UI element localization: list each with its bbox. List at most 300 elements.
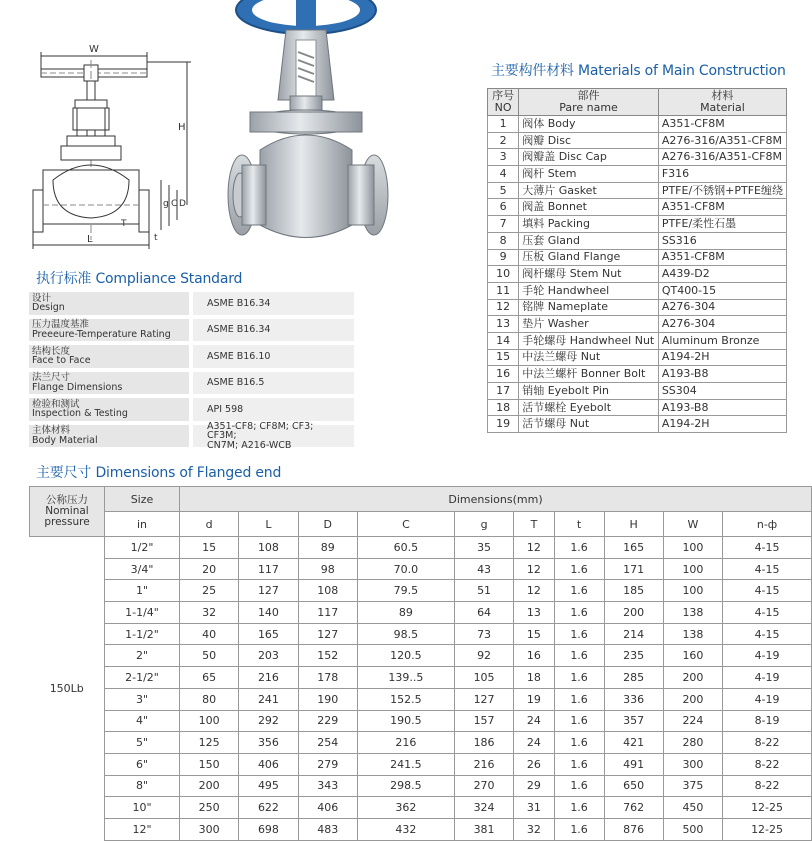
dimensions-cell: 8" [105,775,180,797]
dimensions-table [29,486,812,841]
materials-row [488,199,787,216]
col-header-dim: t [554,512,604,537]
dimensions-cell: 12 [514,580,554,602]
dimensions-cell: 214 [604,623,663,645]
col-header-in: in [105,512,180,537]
dimensions-cell: 20 [180,558,239,580]
dimensions-cell: 495 [239,775,298,797]
materials-cell-material: Aluminum Bronze [658,332,786,349]
materials-cell-material: F316 [658,166,786,183]
materials-cell-no: 14 [488,332,519,349]
dimensions-cell: 1.6 [554,602,604,624]
dimensions-cell: 19 [514,688,554,710]
materials-cell-part: 中法兰螺母 Nut [519,349,659,366]
compliance-label-cn: 设计 [32,292,52,304]
dimensions-cell: 224 [663,710,722,732]
dimensions-cell: 270 [454,775,513,797]
materials-cell-part: 填料 Packing [519,216,659,233]
dimensions-cell: 4-15 [723,558,812,580]
dimensions-cell: 98.5 [357,623,454,645]
col-header-dim: g [454,512,513,537]
materials-cell-material: PTFE/柔性石墨 [658,216,786,233]
dimensions-cell: 622 [239,797,298,819]
dimensions-cell: 1.6 [554,645,604,667]
materials-row [488,216,787,233]
dimensions-cell: 4-19 [723,688,812,710]
compliance-value-line: ASME B16.10 [207,350,271,362]
compliance-row [29,398,354,422]
dimensions-cell: 650 [604,775,663,797]
dimensions-cell: 1.6 [554,580,604,602]
dimensions-cell: 300 [180,818,239,840]
dimensions-cell: 4-19 [723,645,812,667]
materials-cell-no: 16 [488,366,519,383]
dimensions-cell: 1.6 [554,753,604,775]
dimensions-cell: 15 [180,537,239,559]
compliance-value-line: A351-CF8; CF8M; CF3; CF3M; [207,420,314,441]
dimensions-cell: 241 [239,688,298,710]
materials-cell-no: 3 [488,149,519,166]
dimensions-row [30,558,812,580]
dimensions-cell: 186 [454,732,513,754]
materials-cell-part: 阀杆螺母 Stem Nut [519,266,659,283]
col-header-dim: n-ф [723,512,812,537]
dimensions-cell: 216 [357,732,454,754]
dimensions-cell: 24 [514,732,554,754]
materials-row [488,416,787,433]
dimensions-cell: 1.6 [554,775,604,797]
dimensions-cell: 92 [454,645,513,667]
materials-cell-material: A194-2H [658,349,786,366]
dimensions-cell: 178 [298,667,357,689]
materials-row [488,399,787,416]
dimensions-cell: 152.5 [357,688,454,710]
dimensions-cell: 1.6 [554,537,604,559]
dimensions-cell: 4-19 [723,667,812,689]
compliance-label-en: Face to Face [32,355,91,367]
dimensions-cell: 229 [298,710,357,732]
materials-cell-material: A351-CF8M [658,199,786,216]
dimensions-cell: 762 [604,797,663,819]
dimensions-row [30,775,812,797]
compliance-label-en: Flange Dimensions [32,381,123,393]
materials-cell-no: 15 [488,349,519,366]
compliance-label-cn: 法兰尺寸 [32,372,71,384]
materials-cell-no: 1 [488,116,519,133]
compliance-value-line: ASME B16.5 [207,377,265,388]
dimensions-cell: 43 [454,558,513,580]
dimensions-cell: 18 [514,667,554,689]
dimensions-cell: 8-19 [723,710,812,732]
dimensions-cell: 300 [663,753,722,775]
materials-cell-part: 手轮螺母 Handwheel Nut [519,332,659,349]
materials-cell-material: A276-316/A351-CF8M [658,132,786,149]
dimensions-cell: 432 [357,818,454,840]
materials-cell-part: 阀体 Body [519,116,659,133]
materials-cell-part: 阀盖 Bonnet [519,199,659,216]
dimensions-cell: 250 [180,797,239,819]
dimensions-cell: 150 [180,753,239,775]
dimensions-cell: 31 [514,797,554,819]
dimensions-cell: 12-25 [723,797,812,819]
dimensions-cell: 24 [514,710,554,732]
compliance-label-cn: 检验和测试 [32,398,80,410]
compliance-value [193,292,354,315]
materials-cell-part: 阀瓣 Disc [519,132,659,149]
dimensions-row [30,710,812,732]
dimensions-cell: 29 [514,775,554,797]
dimensions-cell: 100 [663,537,722,559]
compliance-label [29,345,189,368]
dimensions-cell: 421 [604,732,663,754]
dimensions-cell: 190.5 [357,710,454,732]
dimensions-cell: 876 [604,818,663,840]
dimensions-cell: 165 [604,537,663,559]
dimensions-cell: 336 [604,688,663,710]
materials-cell-part: 阀瓣盖 Disc Cap [519,149,659,166]
dimensions-cell: 292 [239,710,298,732]
col-header-dim: T [514,512,554,537]
compliance-row [29,420,354,451]
dimensions-cell: 1.6 [554,558,604,580]
compliance-label [29,398,189,421]
dimensions-row [30,537,812,559]
compliance-row [29,372,354,396]
materials-row [488,332,787,349]
col-header-material: 材料 Material [658,89,786,116]
materials-cell-material: A276-304 [658,316,786,333]
dimensions-cell: 1.6 [554,623,604,645]
compliance-row [29,345,354,369]
compliance-value-line: CN7M; A216-WCB [207,439,292,451]
dimensions-cell: 127 [239,580,298,602]
dimensions-cell: 138 [663,623,722,645]
dimensions-cell: 12" [105,818,180,840]
dimensions-cell: 500 [663,818,722,840]
compliance-title: 执行标准 Compliance Standard [36,271,243,287]
materials-cell-material: A194-2H [658,416,786,433]
dimensions-row [30,818,812,840]
col-header-dim: C [357,512,454,537]
dimensions-cell: 5" [105,732,180,754]
dimensions-cell: 406 [239,753,298,775]
dimensions-cell: 190 [298,688,357,710]
dimensions-cell: 375 [663,775,722,797]
materials-row [488,249,787,266]
materials-row [488,166,787,183]
materials-title: 主要构件材料 Materials of Main Construction [491,63,786,79]
col-header-no: 序号 NO [488,89,519,116]
col-header-part: 部件 Pare name [519,89,659,116]
dim-label-t: t [154,233,158,243]
dimensions-cell: 279 [298,753,357,775]
materials-row [488,232,787,249]
dimensions-cell: 1.6 [554,667,604,689]
dim-label-d: D [179,199,186,209]
dimensions-cell: 4-15 [723,580,812,602]
compliance-label-cn: 结构长度 [32,345,71,357]
col-header-dim: W [663,512,722,537]
materials-row [488,383,787,400]
compliance-value-line: ASME B16.34 [207,324,271,335]
dimensions-cell: 200 [180,775,239,797]
dimensions-cell: 381 [454,818,513,840]
dimensions-cell: 32 [180,602,239,624]
dimensions-row [30,580,812,602]
compliance-value-line: ASME B16.34 [207,297,271,309]
materials-cell-no: 13 [488,316,519,333]
dimensions-cell: 10" [105,797,180,819]
dimensions-cell: 698 [239,818,298,840]
dimensions-cell: 13 [514,602,554,624]
compliance-value [193,372,354,395]
dimensions-cell: 1/2" [105,537,180,559]
dimensions-cell: 79.5 [357,580,454,602]
dimensions-cell: 356 [239,732,298,754]
compliance-label [29,292,189,315]
dimensions-cell: 100 [663,558,722,580]
compliance-label [29,319,189,342]
materials-cell-material: QT400-15 [658,282,786,299]
materials-row [488,366,787,383]
dimensions-cell: 185 [604,580,663,602]
col-header-dim: L [239,512,298,537]
dimensions-cell: 12 [514,537,554,559]
dimensions-cell: 120.5 [357,645,454,667]
compliance-label [29,425,189,448]
dimensions-cell: 1.6 [554,732,604,754]
compliance-row [29,292,354,316]
dimensions-cell: 171 [604,558,663,580]
dimensions-row [30,688,812,710]
globe-valve-photo [200,0,410,255]
dimensions-cell: 32 [514,818,554,840]
materials-row [488,116,787,133]
dimensions-cell: 105 [454,667,513,689]
dimensions-cell: 1" [105,580,180,602]
compliance-label-en: Body Material [32,434,98,446]
dimensions-cell: 1-1/2" [105,623,180,645]
dimensions-cell: 16 [514,645,554,667]
col-header-dimensions: Dimensions(mm) [180,487,812,512]
materials-cell-no: 18 [488,399,519,416]
col-header-dim: D [298,512,357,537]
dimensions-cell: 235 [604,645,663,667]
dimensions-cell: 216 [454,753,513,775]
dimensions-cell: 65 [180,667,239,689]
dimensions-cell: 138 [663,602,722,624]
materials-cell-no: 5 [488,182,519,199]
materials-row [488,316,787,333]
materials-cell-part: 压板 Gland Flange [519,249,659,266]
compliance-value [193,398,354,421]
dimensions-cell: 98 [298,558,357,580]
materials-cell-part: 活节螺栓 Eyebolt [519,399,659,416]
dimensions-cell: 200 [663,667,722,689]
materials-cell-part: 手轮 Handwheel [519,282,659,299]
dimensions-cell: 241.5 [357,753,454,775]
dimensions-cell: 139..5 [357,667,454,689]
dimensions-cell: 216 [239,667,298,689]
materials-cell-no: 11 [488,282,519,299]
dimensions-cell: 1.6 [554,797,604,819]
dimensions-cell: 8-22 [723,732,812,754]
materials-cell-material: A276-304 [658,299,786,316]
dimensions-cell: 298.5 [357,775,454,797]
materials-cell-no: 4 [488,166,519,183]
materials-cell-part: 大薄片 Gasket [519,182,659,199]
dimensions-cell: 152 [298,645,357,667]
dimensions-cell: 4-15 [723,537,812,559]
dimensions-row [30,797,812,819]
dimensions-cell: 200 [663,688,722,710]
dim-label-g: g [163,199,169,209]
dimensions-cell: 12-25 [723,818,812,840]
materials-cell-no: 7 [488,216,519,233]
compliance-label-en: Inspection & Testing [32,408,128,420]
materials-cell-material: PTFE/不锈钢+PTFE缠绕 [658,182,786,199]
dimensions-cell: 108 [298,580,357,602]
dimensions-cell: 89 [357,602,454,624]
dimensions-cell: 362 [357,797,454,819]
dimensions-cell: 450 [663,797,722,819]
materials-row [488,132,787,149]
materials-cell-material: A351-CF8M [658,249,786,266]
dimensions-cell: 50 [180,645,239,667]
dimensions-title: 主要尺寸 Dimensions of Flanged end [36,465,282,481]
materials-row [488,149,787,166]
materials-cell-part: 销轴 Eyebolt Pin [519,383,659,400]
dimensions-cell: 343 [298,775,357,797]
dimensions-cell: 1.6 [554,818,604,840]
materials-cell-material: A193-B8 [658,366,786,383]
dimensions-cell: 127 [454,688,513,710]
materials-cell-material: A193-B8 [658,399,786,416]
dimensions-cell: 357 [604,710,663,732]
materials-cell-no: 8 [488,232,519,249]
col-header-pressure: 公称压力 Nominal pressure [30,487,105,537]
dimensions-cell: 4-15 [723,623,812,645]
dimensions-cell: 8-22 [723,753,812,775]
col-header-dim: d [180,512,239,537]
dimensions-cell: 8-22 [723,775,812,797]
dimensions-cell: 483 [298,818,357,840]
dimensions-cell: 25 [180,580,239,602]
materials-cell-material: SS304 [658,383,786,400]
materials-cell-no: 19 [488,416,519,433]
pressure-class-cell: 150Lb [49,682,84,696]
dim-label-w: W [89,44,99,55]
dimensions-cell: 15 [514,623,554,645]
materials-cell-part: 活节螺母 Nut [519,416,659,433]
dimensions-cell: 254 [298,732,357,754]
dimensions-cell: 117 [239,558,298,580]
materials-cell-material: A439-D2 [658,266,786,283]
dimensions-cell: 491 [604,753,663,775]
materials-cell-part: 中法兰螺杆 Bonner Bolt [519,366,659,383]
dimensions-cell: 324 [454,797,513,819]
compliance-row [29,319,354,343]
compliance-label-cn: 主体材料 [32,425,71,437]
dimensions-cell: 108 [239,537,298,559]
materials-cell-no: 10 [488,266,519,283]
valve-technical-drawing [29,40,204,252]
materials-cell-no: 6 [488,199,519,216]
dimensions-cell: 12 [514,558,554,580]
dimensions-row [30,602,812,624]
dimensions-cell: 80 [180,688,239,710]
materials-cell-no: 12 [488,299,519,316]
materials-cell-material: A351-CF8M [658,116,786,133]
dimensions-row [30,732,812,754]
dimensions-cell: 51 [454,580,513,602]
dimensions-cell: 127 [298,623,357,645]
col-header-size: Size [105,487,180,512]
materials-cell-no: 17 [488,383,519,400]
compliance-value [193,345,354,368]
dimensions-cell: 280 [663,732,722,754]
materials-cell-part: 压套 Gland [519,232,659,249]
compliance-table [29,292,354,451]
compliance-value [193,319,354,342]
dimensions-row [30,623,812,645]
dimensions-cell: 60.5 [357,537,454,559]
dimensions-cell: 64 [454,602,513,624]
dimensions-cell: 40 [180,623,239,645]
dim-label-l: L [87,234,93,245]
dimensions-cell: 73 [454,623,513,645]
dimensions-cell: 117 [298,602,357,624]
materials-cell-part: 铭牌 Nameplate [519,299,659,316]
dimensions-cell: 125 [180,732,239,754]
dimensions-cell: 203 [239,645,298,667]
dimensions-row [30,667,812,689]
compliance-label-en: Preeeure-Temperature Rating [32,328,171,340]
materials-cell-no: 2 [488,132,519,149]
dimensions-cell: 1.6 [554,710,604,732]
dim-label-c: C [171,199,178,209]
dimensions-cell: 3" [105,688,180,710]
dimensions-cell: 26 [514,753,554,775]
dimensions-cell: 100 [180,710,239,732]
dimensions-cell: 200 [604,602,663,624]
dimensions-row [30,753,812,775]
col-header-dim: H [604,512,663,537]
dimensions-cell: 406 [298,797,357,819]
materials-cell-part: 垫片 Washer [519,316,659,333]
materials-row [488,266,787,283]
dimensions-cell: 89 [298,537,357,559]
dimensions-cell: 1-1/4" [105,602,180,624]
materials-row [488,282,787,299]
materials-cell-part: 阀杆 Stem [519,166,659,183]
materials-cell-material: A276-316/A351-CF8M [658,149,786,166]
dimensions-cell: 3/4" [105,558,180,580]
dim-label-h: H [178,122,186,133]
compliance-label [29,372,189,395]
dimensions-cell: 100 [663,580,722,602]
materials-row [488,182,787,199]
dimensions-cell: 4-15 [723,602,812,624]
dimensions-cell: 2" [105,645,180,667]
dim-label-T: T [121,219,127,229]
dimensions-row [30,645,812,667]
dimensions-cell: 165 [239,623,298,645]
materials-table [487,88,787,433]
dimensions-cell: 140 [239,602,298,624]
compliance-label-cn: 压力温度基准 [32,319,90,331]
compliance-value-line: API 598 [207,403,244,415]
